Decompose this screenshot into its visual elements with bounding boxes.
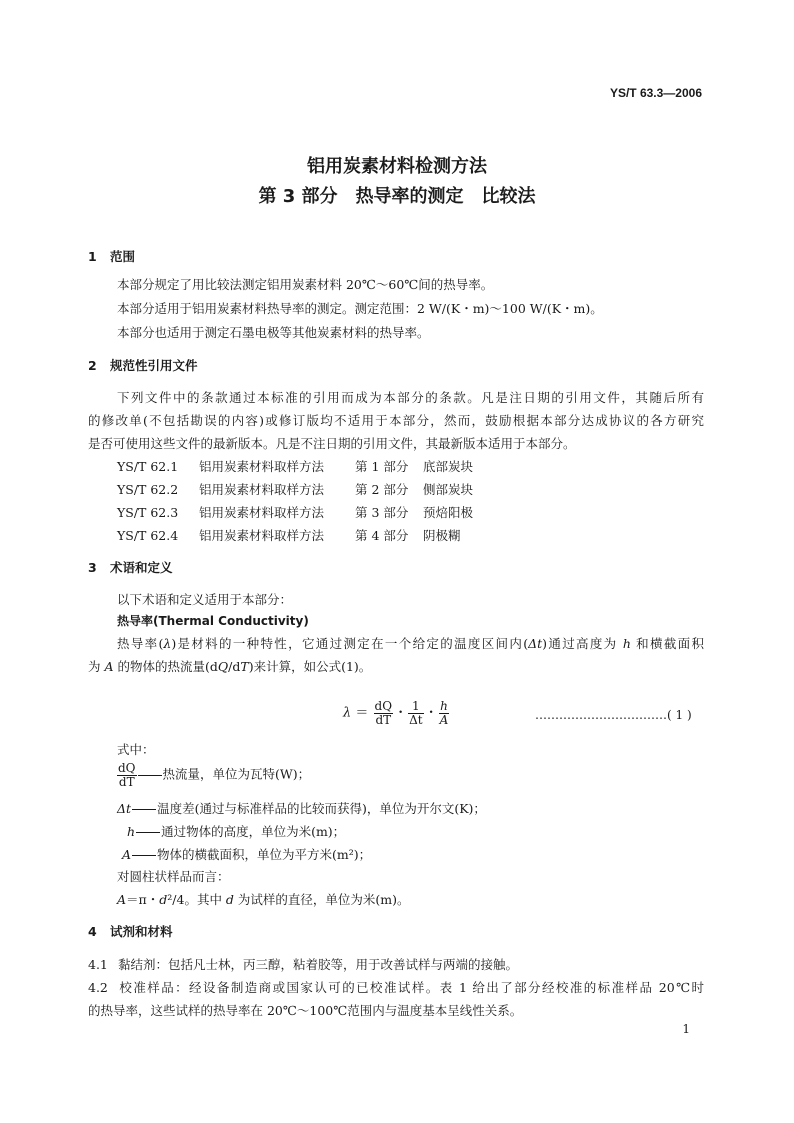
em-dash — [136, 832, 160, 833]
paragraph: 对圆柱状样品而言： — [117, 869, 230, 884]
em-dash — [132, 855, 156, 856]
section-3-heading — [88, 558, 173, 576]
paragraph: 本部分适用于铝用炭素材料热导率的测定。测定范围：2 W/(K・m)～100 W/(K・m)。 — [117, 301, 603, 316]
section-number: 1 — [88, 249, 97, 264]
document-subtitle: 第 3 部分 热导率的测定 比较法 — [258, 186, 536, 207]
variable-def — [127, 822, 345, 840]
ref-name: 侧部炭块 — [423, 482, 474, 497]
formula-number — [535, 708, 692, 722]
ref-code: YS/T 62.4 — [117, 528, 179, 543]
section-4-heading — [88, 922, 173, 940]
symbol: A — [117, 892, 127, 907]
symbol: h — [622, 636, 631, 651]
section-number: 3 — [88, 560, 97, 575]
symbol: d — [225, 892, 234, 907]
variable-text: 热流量，单位为瓦特(W)； — [162, 766, 311, 782]
clause-number: 4.1 — [88, 957, 108, 972]
page-number: 1 — [682, 1022, 690, 1036]
symbol: Δt — [528, 636, 543, 651]
ref-name: 预焙阳极 — [423, 505, 474, 520]
ref-code: YS/T 62.3 — [117, 505, 179, 520]
variable-def — [122, 845, 371, 863]
ref-part: 第 2 部分 — [355, 482, 409, 497]
section-title: 试剂和材料 — [110, 924, 173, 939]
paragraph: 是否可使用这些文件的最新版本。凡是不注日期的引用文件，其最新版本适用于本部分。 — [88, 436, 576, 451]
symbol: λ — [163, 636, 172, 651]
clause-4-1 — [88, 955, 518, 973]
paragraph: 的修改单(不包括勘误的内容)或修订版均不适用于本部分，然而，鼓励根据本部分达成协议的各方研究 — [88, 413, 704, 428]
equation-number: ( 1 ) — [667, 708, 692, 722]
definition-line-1 — [117, 634, 704, 652]
reference-item — [117, 526, 461, 544]
text: ＝π・ — [126, 892, 160, 907]
variable-def — [117, 762, 310, 788]
section-number: 2 — [88, 358, 97, 373]
variable-def — [117, 799, 486, 817]
dot-leader: …………………………… — [535, 708, 667, 722]
paragraph: 下列文件中的条款通过本标准的引用而成为本部分的条款。凡是注日期的引用文件，其随后所有 — [117, 390, 704, 405]
text: 和横截面积 — [630, 636, 704, 651]
symbol: A — [104, 659, 114, 674]
ref-code: YS/T 62.1 — [117, 459, 179, 474]
numerator: 1 — [408, 700, 424, 714]
lambda-symbol: λ — [343, 705, 352, 721]
denominator: Δt — [409, 712, 423, 727]
ref-title: 铝用炭素材料取样方法 — [199, 528, 325, 543]
fraction-h-a — [439, 700, 450, 726]
text: 为试样的直径，单位为米(m)。 — [233, 892, 410, 907]
where-label: 式中： — [117, 742, 155, 757]
numerator: h — [440, 699, 448, 713]
variable-text: 温度差(通过与标准样品的比较而获得)，单位为开尔文(K)； — [157, 801, 486, 816]
term-heading: 热导率(Thermal Conductivity) — [117, 614, 309, 628]
section-title: 范围 — [110, 249, 136, 264]
fraction-dq-dt — [117, 762, 137, 788]
ref-name: 阴极糊 — [423, 528, 461, 543]
variable-symbol: A — [122, 847, 132, 862]
ref-title: 铝用炭素材料取样方法 — [199, 505, 325, 520]
section-2-heading — [88, 356, 198, 374]
section-title: 规范性引用文件 — [110, 358, 198, 373]
em-dash — [138, 775, 162, 776]
clause-text: 黏结剂：包括凡士林，丙三醇，粘着胶等，用于改善试样与两端的接触。 — [118, 957, 519, 972]
variable-symbol: h — [127, 824, 136, 839]
fraction-1-dt — [408, 700, 424, 726]
clause-4-2-continuation: 的热导率，这些试样的热导率在 20℃～100℃范围内与温度基本呈线性关系。 — [88, 1003, 523, 1018]
fraction-dq-dt — [374, 700, 394, 726]
text: ²/4。其中 — [167, 892, 226, 907]
symbol: Q — [217, 659, 229, 674]
ref-part: 第 4 部分 — [355, 528, 409, 543]
reference-item — [117, 503, 473, 521]
ref-part: 第 1 部分 — [355, 459, 409, 474]
reference-item — [117, 457, 473, 475]
numerator: dQ — [118, 761, 136, 775]
clause-number: 4.2 — [88, 980, 108, 995]
ref-code: YS/T 62.2 — [117, 482, 179, 497]
equals-sign: ＝ — [355, 705, 369, 721]
paragraph: 本部分也适用于测定石墨电极等其他炭素材料的热导率。 — [117, 325, 430, 340]
symbol: T — [240, 659, 249, 674]
text: )是材料的一种特性，它通过测定在一个给定的温度区间内( — [171, 636, 529, 651]
text: 的物体的热流量(d — [113, 659, 218, 674]
section-number: 4 — [88, 924, 97, 939]
formula-1 — [343, 700, 450, 726]
text: 为 — [88, 659, 105, 674]
ref-title: 铝用炭素材料取样方法 — [199, 459, 325, 474]
em-dash — [132, 809, 156, 810]
variable-text: 物体的横截面积，单位为平方米(m²)； — [157, 847, 372, 862]
clause-4-2 — [88, 978, 704, 996]
denominator: dT — [375, 712, 392, 727]
text: /d — [228, 659, 241, 674]
standard-code: YS/T 63.3—2006 — [609, 86, 702, 100]
denominator: dT — [118, 774, 135, 789]
dot-operator: ・ — [424, 705, 438, 721]
ref-title: 铝用炭素材料取样方法 — [199, 482, 325, 497]
dot-operator: ・ — [394, 705, 408, 721]
clause-text: 校准样品：经设备制造商或国家认可的已校准试样。表 1 给出了部分经校准的标准样品 20℃时 — [118, 980, 704, 995]
paragraph: 以下术语和定义适用于本部分： — [117, 592, 293, 607]
ref-name: 底部炭块 — [423, 459, 474, 474]
section-title: 术语和定义 — [110, 560, 173, 575]
variable-symbol: Δt — [117, 801, 132, 816]
denominator: A — [439, 712, 449, 727]
definition-line-2 — [88, 657, 371, 675]
reference-item — [117, 480, 473, 498]
section-1-heading — [88, 247, 135, 265]
ref-part: 第 3 部分 — [355, 505, 409, 520]
text: )来计算，如公式(1)。 — [248, 659, 372, 674]
document-title: 铝用炭素材料检测方法 — [307, 156, 487, 177]
symbol: d — [159, 892, 168, 907]
variable-text: 通过物体的高度，单位为米(m)； — [161, 824, 346, 839]
numerator: dQ — [374, 699, 393, 713]
area-formula — [117, 890, 410, 908]
text: )通过高度为 — [542, 636, 623, 651]
paragraph: 本部分规定了用比较法测定铝用炭素材料 20℃～60℃间的热导率。 — [117, 277, 494, 292]
text: 热导率( — [117, 636, 164, 651]
